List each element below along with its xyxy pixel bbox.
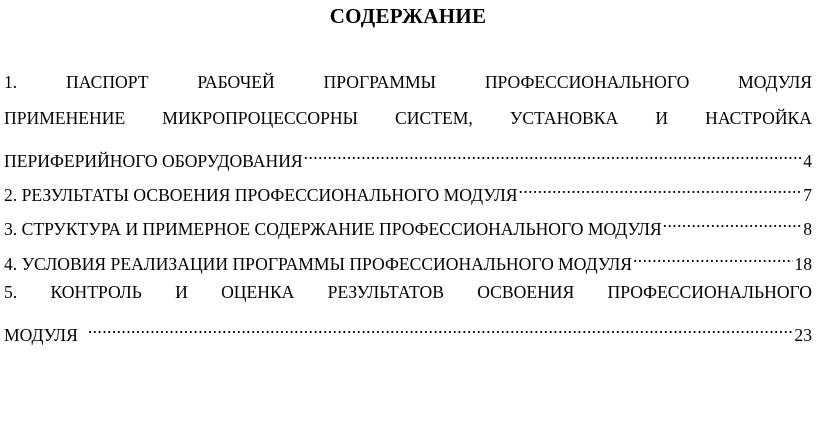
toc-entry-4-page: 18 bbox=[794, 254, 812, 274]
toc-entry-1-line-1: 1. ПАСПОРТ РАБОЧЕЙ ПРОГРАММЫ ПРОФЕССИОНАЛЬНОГО МОДУЛЯ bbox=[4, 72, 812, 92]
toc-entry-5-page: 23 bbox=[794, 325, 812, 345]
page-title: СОДЕРЖАНИЕ bbox=[329, 4, 487, 28]
toc-entry-1-page: 4 bbox=[803, 151, 812, 171]
toc-entry-5-line-1: 5. КОНТРОЛЬ И ОЦЕНКА РЕЗУЛЬТАТОВ ОСВОЕНИЯ ПРОФЕССИОНАЛЬНОГО bbox=[4, 282, 812, 302]
toc-entry-4[interactable] bbox=[4, 242, 812, 274]
toc-entry-3[interactable] bbox=[4, 207, 812, 239]
toc-entry-2-page: 7 bbox=[803, 185, 812, 205]
dot-leader bbox=[633, 242, 793, 270]
toc-entry-3-page: 8 bbox=[803, 219, 812, 239]
toc-entry-1-line-3: ПЕРИФЕРИЙНОГО ОБОРУДОВАНИЯ bbox=[4, 151, 303, 171]
toc-entry-1-line-2: ПРИМЕНЕНИЕ МИКРОПРОЦЕССОРНЫ СИСТЕМ, УСТАНОВКА И НАСТРОЙКА bbox=[4, 108, 812, 128]
dot-leader bbox=[518, 173, 802, 201]
dot-leader bbox=[663, 207, 803, 235]
toc-entry-5[interactable] bbox=[4, 313, 812, 345]
dot-leader bbox=[304, 139, 803, 167]
toc-entry-1[interactable] bbox=[4, 139, 812, 171]
toc-entry-3-text: 3. СТРУКТУРА И ПРИМЕРНОЕ СОДЕРЖАНИЕ ПРОФЕССИОНАЛЬНОГО МОДУЛЯ bbox=[4, 219, 662, 239]
toc-entry-2[interactable] bbox=[4, 173, 812, 205]
toc-entry-2-text: 2. РЕЗУЛЬТАТЫ ОСВОЕНИЯ ПРОФЕССИОНАЛЬНОГО МОДУЛЯ bbox=[4, 185, 518, 205]
toc-entry-4-text: 4. УСЛОВИЯ РЕАЛИЗАЦИИ ПРОГРАММЫ ПРОФЕССИОНАЛЬНОГО МОДУЛЯ bbox=[4, 254, 632, 274]
toc-entry-5-line-2: МОДУЛЯ bbox=[4, 325, 78, 345]
dot-leader bbox=[88, 313, 794, 341]
